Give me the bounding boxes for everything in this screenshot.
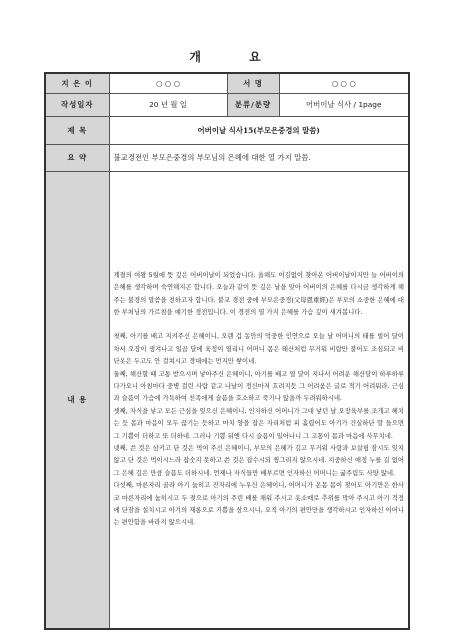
content-paragraph-third: 셋째, 자식을 낳고 모든 근심을 잊으신 은혜이니, 인자하신 어머니가 그대 낳던 날 오장육부를 조개고 헤치는 듯 몸과 마음이 모두 끊기는 듯하고 마치 양을 잡은 자리처럼 피 흘렸어도 아기가 건실하단 말 들으면 그 기쁨이 더하고 또 더하네. 그러나 기쁨 뒤엔 다시 슬픔이 일어나니 그 고통이 몸과 마음에 사무치네. — [113, 407, 404, 440]
content-paragraph-intro: 계절의 여왕 5월에 뜻 깊은 어버이날이 되었습니다. 올해도 어김없이 찾아온 어버이날이지만 늘 어버이의 은혜를 생각하며 숙연해지곤 합니다. 오늘과 같이 뜻 깊은 날을 맞아 어버이의 은혜를 다시금 생각하게 해주는 불경의 말씀을 전하고자 합니다. 불교 경전 중에 부모은중경(父母恩重經)은 부모의 소중한 은혜에 대한 부처님의 가르침을 얘기한 경전입니다. 이 경전의 열 가지 은혜를 가슴 깊이 새겨봅니다. — [113, 271, 404, 316]
author-label: 지 은 이 — [45, 73, 109, 93]
paragraph-spacer — [114, 319, 405, 331]
author-value: ○ ○ ○ — [109, 73, 227, 93]
subject-value: 어버이날 식사15(부모은중경의 말씀) — [109, 116, 409, 144]
content-paragraph-second: 둘째, 해산할 때 고통 받으시며 낳아주신 은혜이니, 아기를 배고 열 달이 지나서 어려운 해산달이 하루하루 다가오니 아침마다 중병 걸린 사람 같고 나날이 정신마저 흐려지듯 그 어려움은 글로 적기 어려워라. 근심과 슬픔이 가슴에 가득하여 친족에게 슬픔을 호소하고 죽기나 않을까 두려워하시네. — [113, 370, 404, 403]
subject-label: 제 목 — [45, 116, 109, 144]
date-label: 작성일자 — [45, 93, 109, 116]
content-paragraph-fourth: 넷째, 쓴 것은 삼키고 단 것은 먹여 주신 은혜이니, 부모의 은혜가 깊고 무거워 사랑과 보살핌 잠시도 잊지 않고 단 것은 먹이시느라 잡숫지 못하고 쓴 것은 잡수시되 찡그리지 않으시네. 지중하신 애정 누를 길 없어 그 은혜 깊은 만큼 슬픔도 더하시네. 언제나 자식들만 배부르면 인자하신 어머니는 굶주림도 사양 않네. — [113, 444, 404, 477]
overview-form — [44, 72, 410, 630]
date-value: 20 년 월 일 — [109, 93, 227, 116]
category-value: 어버이날 식사 / 1page — [279, 93, 409, 116]
page-title: 개 요 — [189, 50, 283, 64]
reviewer-value: ○ ○ ○ — [279, 73, 409, 93]
category-label: 분류/분량 — [227, 93, 279, 116]
summary-value: 불교경전인 부모은중경의 부모님의 은혜에 대한 열 가지 말씀. — [109, 144, 409, 171]
reviewer-label: 서 명 — [227, 73, 279, 93]
content-paragraph-fifth: 다섯째, 마른자리 골라 아기 눕히고 진자리에 누우신 은혜이니, 어머니가 온몸 몸이 젖어도 아기만은 한사코 마른자리에 눕히시고 두 젖으로 아기의 주린 배를 채워 주시고 옷소매로 추위를 막아 주시고 아기 걱정에 단잠을 설치시고 아기의 재롱으로 기쁨을 삼으시니, 오직 아기의 편안만을 생각하시고 인자하신 어머니는 편안함을 바라지 않으시네. — [113, 482, 404, 527]
content-label: 내 용 — [45, 171, 109, 629]
content-paragraph-first: 첫째, 아기를 배고 지켜주신 은혜이니, 오랜 겁 동안의 막중한 인연으로 오늘 날 어머니의 태를 빌어 달이 차서 오장이 생겨나고 일곱 달에 육정이 열리니 어머니 몸은 태산처럼 무거워 비람만 불어도 조심되고 비단옷은 두고도 안 걸쳐시고 경대에는 먼지만 쌓이네. — [113, 333, 404, 366]
summary-label: 요 약 — [45, 144, 109, 171]
content-body — [109, 171, 409, 629]
